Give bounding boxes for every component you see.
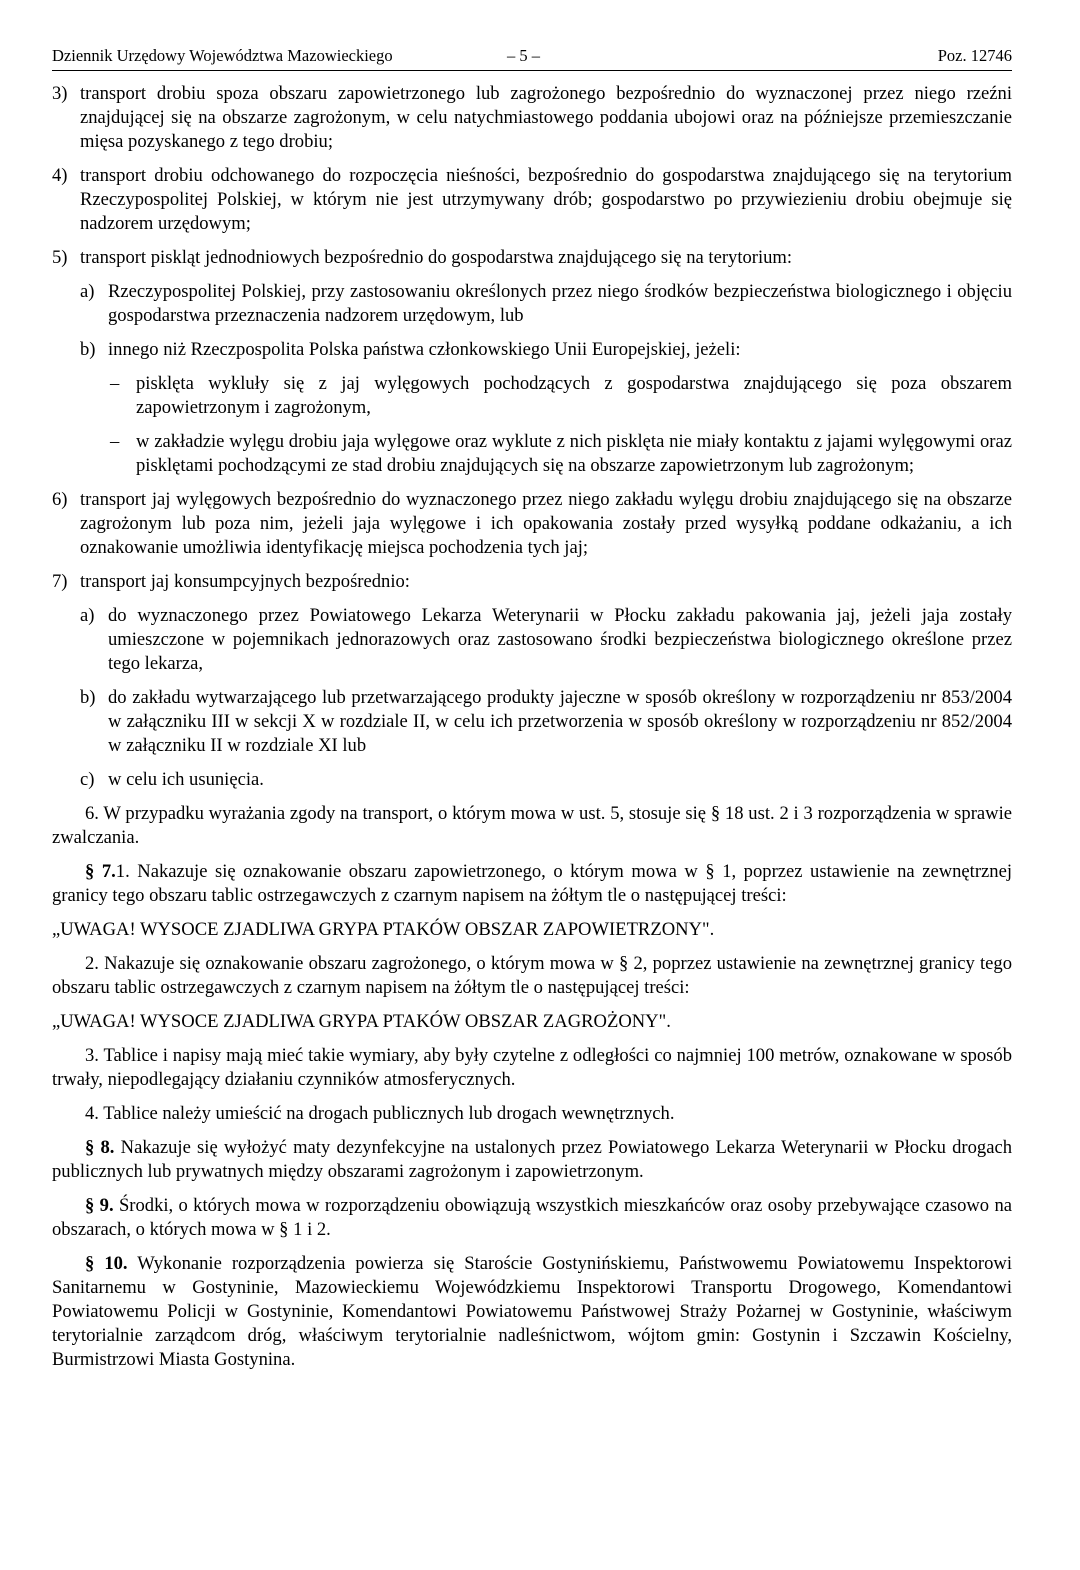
list-number: 5) [52,247,68,268]
list-text: do zakładu wytwarzającego lub przetwarzającego produkty jajeczne w sposób określony w rozporządzeniu nr 853/2004 w załączniku III w sekcji X w rozdziale II, w celu ich przetworzenia w sposób określony w rozporządzeniu nr 852/2004 w załączniku II w rozdziale XI lub [108,687,1012,756]
warning-quote-1: „UWAGA! WYSOCE ZJADLIWA GRYPA PTAKÓW OBSZAR ZAPOWIETRZONY". [52,919,715,940]
list-text: transport jaj wylęgowych bezpośrednio do wyznaczonego przez niego zakładu wylęgu drobiu znajdującego się na obszarze zagrożonym lub poza nim, jeżeli jaja wylęgowe i ich opakowania zostały przed wysyłką poddane odkażaniu, a ich oznakowanie umożliwia identyfikację miejsca pochodzenia tych jaj; [80,489,1012,558]
list-letter: a) [80,605,95,626]
section-text: Nakazuje się wyłożyć maty dezynfekcyjne na ustalonych przez Powiatowego Lekarza Weterynarii w Płocku drogach publicznych lub prywatnych między obszarami zagrożonym i zapowietrzonym. [52,1137,1013,1182]
document-page [52,40,1012,1372]
position-number: Poz. 12746 [937,46,1012,65]
list-item-7c [52,768,1012,792]
list-number: 6) [52,489,68,510]
list-text: Rzeczypospolitej Polskiej, przy zastosowaniu określonych przez niego środków bezpieczeństwa biologicznego i objęciu gospodarstwa przeznaczenia nadzorem urzędowym, lub [108,281,1012,326]
list-text: w zakładzie wylęgu drobiu jaja wylęgowe oraz wyklute z nich pisklęta nie miały kontaktu z jajami wylęgowymi oraz pisklętami pochodzącymi ze stad drobiu znajdujących się na obszarze zapowietrzonym lub zagrożonym; [136,431,1012,476]
document-body [52,82,1012,1372]
section-label: § 9. [85,1195,114,1216]
list-text: do wyznaczonego przez Powiatowego Lekarza Weterynarii w Płocku zakładu pakowania jaj, jeżeli jaja zostały umieszczone w pojemnikach jednorazowych oraz zastosowano środki bezpieczeństwa biologicznego określone przez tego lekarza, [108,605,1012,674]
warning-quote-2: „UWAGA! WYSOCE ZJADLIWA GRYPA PTAKÓW OBSZAR ZAGROŻONY". [52,1011,671,1032]
list-item-5 [52,246,1012,270]
list-number: 3) [52,83,68,104]
list-text: pisklęta wykluły się z jaj wylęgowych pochodzących z gospodarstwa znajdującego się poza obszarem zapowietrzonym i zagrożonym, [136,373,1012,418]
section-7-point-2: 2. Nakazuje się oznakowanie obszaru zagrożonego, o którym mowa w § 2, poprzez ustawienie na zewnętrznej granicy tego obszaru tablic ostrzegawczych z czarnym napisem na żółtym tle o następującej treści: [52,953,1012,998]
page-number: – 5 – [507,46,540,65]
list-letter: b) [80,339,96,360]
list-item-5b [52,338,1012,362]
list-text: transport drobiu spoza obszaru zapowietrzonego lub zagrożonego bezpośrednio do wyznaczonej przez niego rzeźni znajdującej się na obszarze zagrożonym, w celu natychmiastowego poddania ubojowi oraz na późniejsze przemieszczanie mięsa pozyskanego z tego drobiu; [80,83,1012,152]
list-item-7a [52,604,1012,676]
section-text: Wykonanie rozporządzenia powierza się Staroście Gostynińskiemu, Państwowemu Powiatowemu Inspektorowi Sanitarnemu w Gostyninie, Mazowieckiemu Wojewódzkiemu Inspektorowi Transportu Drogowego, Komendantowi Powiatowemu Policji w Gostyninie, Komendantowi Powiatowemu Państwowej Straży Pożarnej w Gostyninie, właściwym terytorialnie zarządcom dróg, właściwym terytorialnie nadleśnictwom, wójtom gmin: Gostynin i Szczawin Kościelny, Burmistrzowi Miasta Gostynina. [52,1253,1013,1370]
section-text: 1. Nakazuje się oznakowanie obszaru zapowietrzonego, o którym mowa w § 1, poprzez ustawienie na zewnętrznej granicy tego obszaru tablic ostrzegawczych z czarnym napisem na żółtym tle o następującej treści: [52,861,1012,906]
paragraph-6: 6. W przypadku wyrażania zgody na transport, o którym mowa w ust. 5, stosuje się § 18 ust. 2 i 3 rozporządzenia w sprawie zwalczania. [52,803,1012,848]
section-7-point-4: 4. Tablice należy umieścić na drogach publicznych lub drogach wewnętrznych. [85,1103,675,1124]
list-text: transport jaj konsumpcyjnych bezpośrednio: [80,571,410,592]
page-header [52,40,1012,71]
section-10 [52,1252,1012,1372]
list-number: 7) [52,571,68,592]
section-label: § 10. [85,1253,128,1274]
section-7-point-3: 3. Tablice i napisy mają mieć takie wymiary, aby były czytelne z odległości co najmniej 100 metrów, oznakowane w sposób trwały, niepodlegający działaniu czynników atmosferycznych. [52,1045,1012,1090]
list-item-5b-dash-1 [52,372,1012,420]
list-dash: – [110,431,120,452]
list-letter: c) [80,769,95,790]
list-item-4 [52,164,1012,236]
list-item-7 [52,570,1012,594]
list-text: w celu ich usunięcia. [108,769,264,790]
list-text: innego niż Rzeczpospolita Polska państwa członkowskiego Unii Europejskiej, jeżeli: [108,339,741,360]
list-item-5b-dash-2 [52,430,1012,478]
journal-title: Dziennik Urzędowy Województwa Mazowieckiego [52,46,393,65]
section-text: Środki, o których mowa w rozporządzeniu obowiązują wszystkich mieszkańców oraz osoby przebywające czasowo na obszarach, o których mowa w § 1 i 2. [52,1195,1013,1240]
list-letter: b) [80,687,96,708]
list-letter: a) [80,281,95,302]
list-text: transport piskląt jednodniowych bezpośrednio do gospodarstwa znajdującego się na terytorium: [80,247,793,268]
list-number: 4) [52,165,68,186]
list-item-3 [52,82,1012,154]
section-7 [52,860,1012,908]
list-item-7b [52,686,1012,758]
list-item-6 [52,488,1012,560]
list-text: transport drobiu odchowanego do rozpoczęcia nieśności, bezpośrednio do gospodarstwa znajdującego się na terytorium Rzeczypospolitej Polskiej, w którym nie jest utrzymywany drób; gospodarstwo po przywiezieniu drobiu obejmuje się nadzorem urzędowym; [80,165,1012,234]
list-dash: – [110,373,120,394]
section-label: § 8. [85,1137,115,1158]
section-label: § 7. [85,861,116,882]
section-9 [52,1194,1012,1242]
section-8 [52,1136,1012,1184]
list-item-5a [52,280,1012,328]
